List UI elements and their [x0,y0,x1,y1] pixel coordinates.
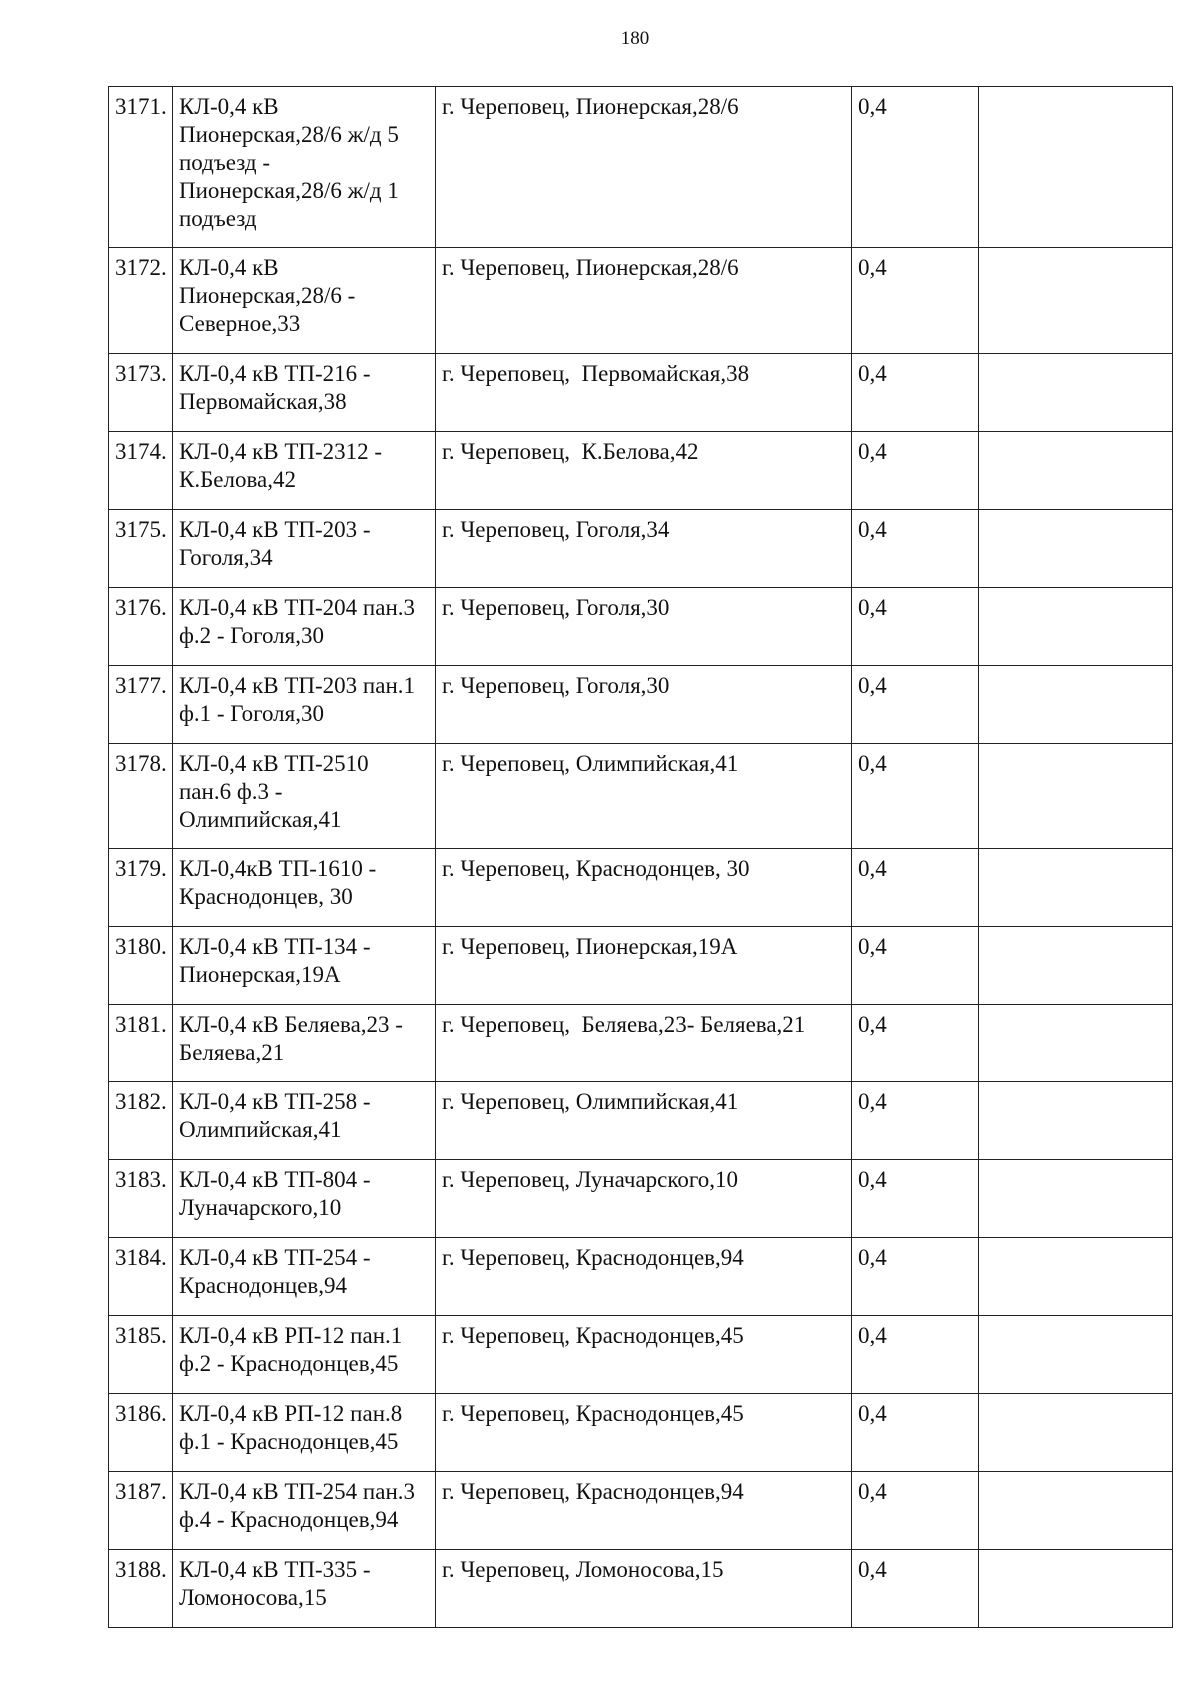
table-row [109,510,1173,588]
location-address: г. Череповец, Краснодонцев,94 [436,1472,852,1550]
location-address: г. Череповец, Ломоносова,15 [436,1550,852,1628]
location-address: г. Череповец, Краснодонцев,94 [436,1238,852,1316]
row-number: 3178. [109,744,173,849]
row-number: 3173. [109,354,173,432]
location-address: г. Череповец, Гоголя,30 [436,666,852,744]
empty-cell [979,1394,1173,1472]
cable-line-name: КЛ-0,4 кВ ТП-204 пан.3 ф.2 - Гоголя,30 [173,588,436,666]
cable-line-name: КЛ-0,4 кВ ТП-2312 - К.Белова,42 [173,432,436,510]
empty-cell [979,744,1173,849]
row-number: 3185. [109,1316,173,1394]
empty-cell [979,849,1173,927]
table-row [109,248,1173,354]
row-number: 3171. [109,87,173,248]
empty-cell [979,510,1173,588]
cable-line-name: КЛ-0,4 кВ Пионерская,28/6 - Северное,33 [173,248,436,354]
row-number: 3183. [109,1160,173,1238]
table-row [109,1394,1173,1472]
cable-line-name: КЛ-0,4 кВ ТП-134 - Пионерская,19А [173,927,436,1005]
voltage-value: 0,4 [852,1160,979,1238]
row-number: 3182. [109,1082,173,1160]
voltage-value: 0,4 [852,248,979,354]
voltage-value: 0,4 [852,744,979,849]
voltage-value: 0,4 [852,1550,979,1628]
cable-line-name: КЛ-0,4 кВ ТП-203 пан.1 ф.1 - Гоголя,30 [173,666,436,744]
location-address: г. Череповец, Беляева,23- Беляева,21 [436,1005,852,1082]
table-row [109,1160,1173,1238]
cable-line-name: КЛ-0,4 кВ Пионерская,28/6 ж/д 5 подъезд - Пионерская,28/6 ж/д 1 подъезд [173,87,436,248]
row-number: 3186. [109,1394,173,1472]
empty-cell [979,1550,1173,1628]
empty-cell [979,1238,1173,1316]
location-address: г. Череповец, Олимпийская,41 [436,1082,852,1160]
location-address: г. Череповец, Краснодонцев,45 [436,1316,852,1394]
voltage-value: 0,4 [852,1238,979,1316]
location-address: г. Череповец, Краснодонцев, 30 [436,849,852,927]
table-row [109,354,1173,432]
voltage-value: 0,4 [852,927,979,1005]
voltage-value: 0,4 [852,510,979,588]
voltage-value: 0,4 [852,354,979,432]
cable-line-name: КЛ-0,4 кВ ТП-254 пан.3 ф.4 - Краснодонцев,94 [173,1472,436,1550]
row-number: 3176. [109,588,173,666]
voltage-value: 0,4 [852,1005,979,1082]
empty-cell [979,927,1173,1005]
cable-line-name: КЛ-0,4 кВ ТП-254 - Краснодонцев,94 [173,1238,436,1316]
voltage-value: 0,4 [852,87,979,248]
table-row [109,927,1173,1005]
table-row [109,1316,1173,1394]
voltage-value: 0,4 [852,1472,979,1550]
cable-line-name: КЛ-0,4 кВ РП-12 пан.1 ф.2 - Краснодонцев,45 [173,1316,436,1394]
page-number: 180 [620,28,650,49]
voltage-value: 0,4 [852,1316,979,1394]
empty-cell [979,1472,1173,1550]
empty-cell [979,1160,1173,1238]
cable-line-name: КЛ-0,4 кВ ТП-335 - Ломоносова,15 [173,1550,436,1628]
empty-cell [979,248,1173,354]
table-row [109,1238,1173,1316]
voltage-value: 0,4 [852,432,979,510]
row-number: 3172. [109,248,173,354]
voltage-value: 0,4 [852,666,979,744]
cable-line-name: КЛ-0,4 кВ ТП-216 - Первомайская,38 [173,354,436,432]
cable-line-name: КЛ-0,4 кВ ТП-203 - Гоголя,34 [173,510,436,588]
empty-cell [979,432,1173,510]
empty-cell [979,354,1173,432]
empty-cell [979,588,1173,666]
table-row [109,588,1173,666]
row-number: 3175. [109,510,173,588]
cable-line-name: КЛ-0,4кВ ТП-1610 - Краснодонцев, 30 [173,849,436,927]
location-address: г. Череповец, Пионерская,28/6 [436,248,852,354]
row-number: 3180. [109,927,173,1005]
voltage-value: 0,4 [852,1082,979,1160]
cable-line-name: КЛ-0,4 кВ ТП-2510 пан.6 ф.3 - Олимпийская,41 [173,744,436,849]
location-address: г. Череповец, К.Белова,42 [436,432,852,510]
row-number: 3188. [109,1550,173,1628]
voltage-value: 0,4 [852,588,979,666]
cable-line-name: КЛ-0,4 кВ ТП-804 - Луначарского,10 [173,1160,436,1238]
location-address: г. Череповец, Луначарского,10 [436,1160,852,1238]
table-row [109,666,1173,744]
table-row [109,744,1173,849]
row-number: 3187. [109,1472,173,1550]
location-address: г. Череповец, Пионерская,28/6 [436,87,852,248]
location-address: г. Череповец, Пионерская,19А [436,927,852,1005]
cable-line-name: КЛ-0,4 кВ Беляева,23 - Беляева,21 [173,1005,436,1082]
row-number: 3177. [109,666,173,744]
empty-cell [979,1316,1173,1394]
voltage-value: 0,4 [852,849,979,927]
table-row [109,432,1173,510]
location-address: г. Череповец, Гоголя,34 [436,510,852,588]
empty-cell [979,666,1173,744]
cable-registry-table [108,86,1173,1628]
location-address: г. Череповец, Краснодонцев,45 [436,1394,852,1472]
table-row [109,87,1173,248]
cable-line-name: КЛ-0,4 кВ ТП-258 - Олимпийская,41 [173,1082,436,1160]
table-row [109,1550,1173,1628]
row-number: 3184. [109,1238,173,1316]
row-number: 3174. [109,432,173,510]
empty-cell [979,87,1173,248]
table-row [109,1472,1173,1550]
voltage-value: 0,4 [852,1394,979,1472]
table-row [109,849,1173,927]
row-number: 3181. [109,1005,173,1082]
row-number: 3179. [109,849,173,927]
location-address: г. Череповец, Гоголя,30 [436,588,852,666]
location-address: г. Череповец, Олимпийская,41 [436,744,852,849]
cable-line-name: КЛ-0,4 кВ РП-12 пан.8 ф.1 - Краснодонцев,45 [173,1394,436,1472]
empty-cell [979,1005,1173,1082]
empty-cell [979,1082,1173,1160]
table-row [109,1005,1173,1082]
table-row [109,1082,1173,1160]
location-address: г. Череповец, Первомайская,38 [436,354,852,432]
